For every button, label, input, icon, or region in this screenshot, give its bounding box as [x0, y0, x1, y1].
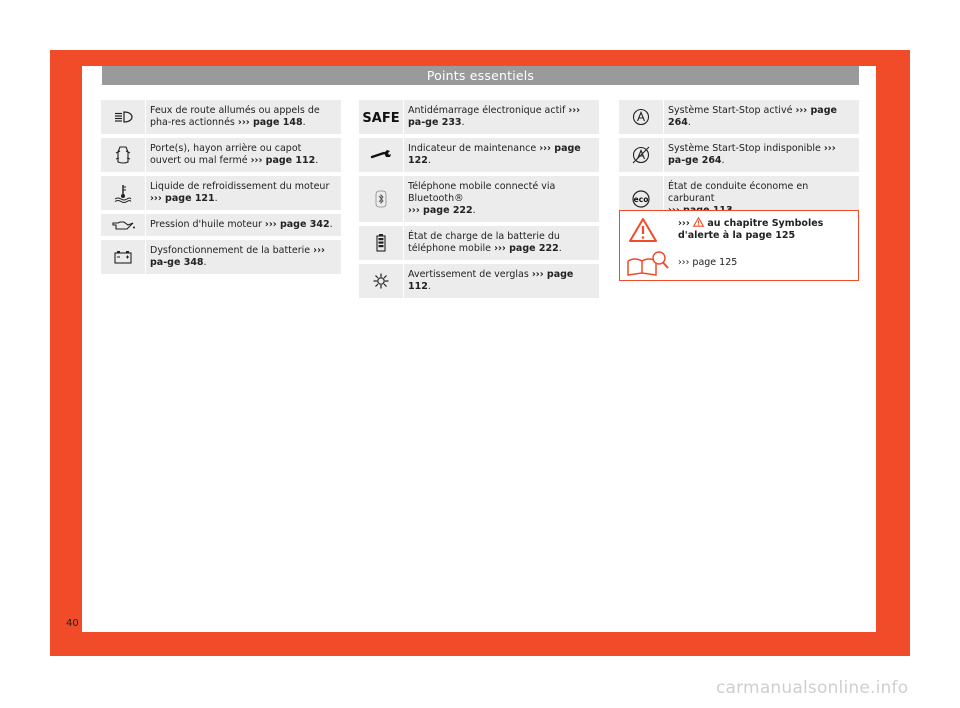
wrench-icon	[359, 138, 403, 172]
indicator-row	[359, 264, 599, 298]
indicator-row	[359, 176, 599, 222]
high-beam-icon	[101, 100, 145, 134]
oil-pressure-icon	[101, 214, 145, 236]
indicator-text: Feux de route allumés ou appels de pha-res actionnés ››› page 148.	[145, 100, 341, 134]
indicator-text: Système Start-Stop indisponible ››› pa-ge 264.	[663, 138, 859, 172]
frost-icon	[359, 264, 403, 298]
book-magnifier-icon	[626, 249, 670, 281]
indicator-row	[101, 240, 341, 274]
door-open-icon	[101, 138, 145, 172]
indicator-text: Porte(s), hayon arrière ou capot ouvert ou mal fermé ››› page 112.	[145, 138, 341, 172]
indicator-text: Pression d'huile moteur ››› page 342.	[145, 214, 341, 236]
indicator-text: Système Start-Stop activé ››› page 264.	[663, 100, 859, 134]
indicator-row	[359, 100, 599, 134]
phone-battery-icon	[359, 226, 403, 260]
indicator-column-3	[619, 100, 859, 226]
indicator-row	[359, 226, 599, 260]
safe-icon	[359, 100, 403, 134]
warning-box	[619, 210, 859, 281]
indicator-text: État de conduite économe en carburant	[663, 176, 859, 222]
indicator-text: Antidémarrage électronique actif ››› pa-ge 233.	[403, 100, 599, 134]
indicator-row	[101, 100, 341, 134]
indicator-row	[101, 176, 341, 210]
indicator-row	[619, 100, 859, 134]
indicator-text: Indicateur de maintenance ››› page 122.	[403, 138, 599, 172]
indicator-column-1	[101, 100, 341, 278]
indicator-row	[101, 138, 341, 172]
start-stop-off-icon	[619, 138, 663, 172]
indicator-row	[619, 138, 859, 172]
section-header: Points essentiels	[102, 66, 859, 85]
svg-text:SAFE: SAFE	[362, 111, 400, 126]
page-number: 40	[66, 618, 79, 629]
indicator-text: Avertissement de verglas ››› page 112.	[403, 264, 599, 298]
indicator-text: Téléphone mobile connecté via Bluetooth® ››› page 222.	[403, 176, 599, 222]
warning-triangle-icon	[628, 217, 658, 247]
indicator-text: Liquide de refroidissement du moteur ››› page 121.	[145, 176, 341, 210]
indicator-column-2	[359, 100, 599, 302]
warning-page-ref: ››› page 125	[678, 257, 738, 268]
bluetooth-icon	[359, 176, 403, 222]
warning-reference-text: ››› au chapitre Symboles d'alerte à la page 125	[678, 218, 824, 241]
coolant-icon	[101, 176, 145, 210]
warning-small-icon	[693, 217, 704, 227]
indicator-text: Dysfonctionnement de la batterie ››› pa-ge 348.	[145, 240, 341, 274]
svg-text:eco: eco	[633, 195, 649, 204]
indicator-row	[359, 138, 599, 172]
start-stop-icon	[619, 100, 663, 134]
indicator-row	[101, 214, 341, 236]
watermark: carmanualsonline.info	[716, 678, 909, 698]
battery-icon	[101, 240, 145, 274]
indicator-text: État de charge de la batterie du téléphone mobile ››› page 222.	[403, 226, 599, 260]
